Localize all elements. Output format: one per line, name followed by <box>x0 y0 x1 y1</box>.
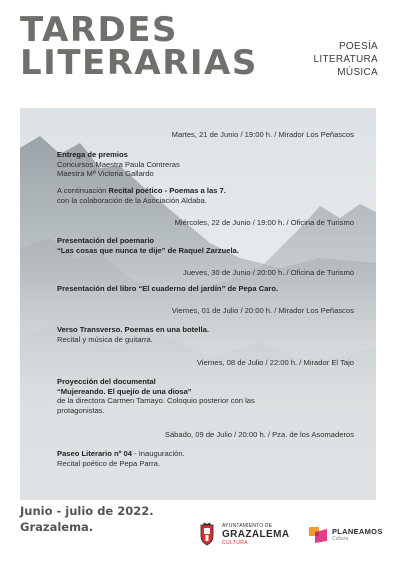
program-panel <box>20 108 376 500</box>
event-6-details <box>57 449 357 468</box>
ayto-label-cultura: CULTURA <box>222 539 249 546</box>
event-6-line-1-bold: Paseo Literario nº 04 <box>57 449 132 458</box>
event-1-line-1: Entrega de premios <box>57 150 128 159</box>
event-4-line-2: Recital y música de guitarra. <box>57 334 153 344</box>
event-1-extra-title: Recital poético - Poemas a las 7. <box>108 186 226 195</box>
event-5-when: Viernes, 08 de Julio / 22:00 h. / Mirador El Tajo <box>196 358 354 367</box>
event-5-line-1: Proyección del documental <box>57 377 156 386</box>
event-1-details <box>57 150 357 179</box>
footer-date-line-1: Junio - julio de 2022. <box>20 504 154 518</box>
footer-date <box>20 503 154 535</box>
event-5-line-2: “Mujereando. El quejío de una diosa” <box>57 386 192 396</box>
planeamos-label: PLANEAMOS <box>332 526 383 536</box>
event-1-line-2: Concursos Maestra Paula Contreras <box>57 159 180 169</box>
event-6-when: Sábado, 09 de Julio / 20:00 h. / Pza. de los Asomaderos <box>164 430 354 439</box>
event-3-line-1: Presentación del libro “El cuaderno del jardín” de Pepa Caro. <box>57 284 279 293</box>
event-1-extra <box>57 186 357 205</box>
event-1-when: Martes, 21 de Junio / 19:00 h. / Mirador Los Peñascos <box>171 130 354 139</box>
genre-musica: MÚSICA <box>337 67 378 78</box>
footer-date-line-2: Grazalema. <box>20 520 94 534</box>
planeamos-logo <box>308 524 383 544</box>
ayuntamiento-logo <box>198 522 289 546</box>
poster-title <box>20 10 258 83</box>
event-5-line-3: de la directora Carmen Tamayo. Coloquio posterior con las <box>57 396 255 406</box>
event-1-extra-intro: A continuación <box>57 186 109 195</box>
event-1-extra-collab: con la colaboración de la Asociación Aldaba. <box>57 195 207 205</box>
event-2-when: Miércoles, 22 de Junio / 19:00 h. / Oficina de Turismo <box>174 218 354 227</box>
planeamos-mark-icon <box>308 524 328 544</box>
event-4-when: Viernes, 01 de Julio / 20:00 h. / Mirador Los Peñascos <box>171 306 354 315</box>
event-6-line-2: Recital poético de Pepa Parra. <box>57 458 160 468</box>
event-2-line-2: “Las cosas que nunca te dije” de Raquel Zarzuela. <box>57 245 239 255</box>
title-line-2: LITERARIAS <box>20 43 258 83</box>
event-4-details <box>57 325 357 344</box>
ayto-label-small: AYUNTAMIENTO DE <box>222 522 273 529</box>
event-2-line-1: Presentación del poemario <box>57 236 155 245</box>
event-3-details <box>57 284 357 294</box>
genre-list <box>314 40 379 79</box>
crest-icon <box>198 522 216 546</box>
event-5-details <box>57 377 357 415</box>
event-list <box>20 108 376 500</box>
ayto-label-big: GRAZALEMA <box>222 528 290 540</box>
event-2-details <box>57 236 357 255</box>
event-1-line-3: Maestra Mª Victoria Gallardo <box>57 169 154 179</box>
genre-literatura: LITERATURA <box>313 54 378 65</box>
event-6-line-1-text: - Inauguración. <box>131 449 185 458</box>
genre-poesia: POESÍA <box>338 41 378 52</box>
event-5-line-4: protagonistas. <box>57 405 105 415</box>
title-line-1: TARDES <box>20 10 178 50</box>
event-3-when: Jueves, 30 de Junio / 20:00 h. / Oficina de Turismo <box>183 268 354 277</box>
planeamos-cultura: Cultura <box>332 535 349 542</box>
event-4-line-1: Verso Transverso. Poemas en una botella. <box>57 325 209 334</box>
